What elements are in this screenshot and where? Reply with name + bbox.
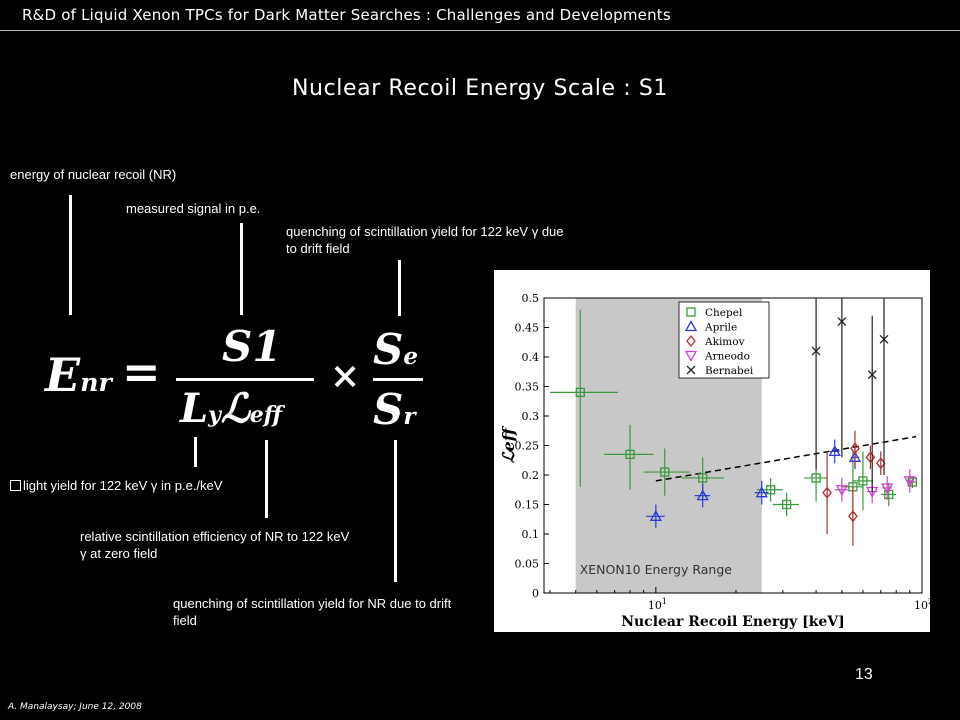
legend-label: Chepel [705,307,743,319]
connector-sr [394,440,397,582]
connector-ly [194,437,197,467]
eq-equals: = [122,345,161,399]
eq-times: × [330,355,361,397]
eq-se-symbol: S [373,325,404,374]
y-tick-label: 0.1 [521,528,539,541]
x-tick-exponent: 1 [661,597,667,606]
header-divider [0,30,960,31]
connector-s1 [240,223,243,315]
eq-ratio-bar [373,378,423,381]
eq-lhs [45,348,112,402]
label-ly-text: light yield for 122 keV γ in p.e./keV [23,478,223,493]
y-tick-label: 0.2 [521,469,539,482]
legend-label: Bernabei [705,365,754,377]
eq-sr-symbol: S [373,385,404,434]
y-tick-label: 0.4 [521,351,539,364]
legend-label: Arneodo [705,350,750,363]
connector-enr [69,195,72,315]
eq-sr-subscript: r [403,403,416,430]
x-tick-exponent: 2 [928,597,934,606]
y-tick-label: 0.35 [514,380,539,394]
checkbox-icon [10,480,21,491]
label-se: quenching of scintillation yield for 122 keV γ due to drift field [286,224,564,256]
y-axis-label: ℒeff [499,428,518,463]
label-enr: energy of nuclear recoil (NR) [10,167,177,182]
y-tick-label: 0.25 [514,439,539,453]
x-axis-label: Nuclear Recoil Energy [keV] [621,614,845,630]
y-tick-label: 0.15 [514,498,539,512]
legend-label: Aprile [705,321,738,334]
y-tick-label: 0.45 [514,321,539,335]
slide-number: 13 [855,666,873,683]
eq-ly-subscript: y [208,402,221,428]
energy-range-label: XENON10 Energy Range [579,562,732,577]
connector-leff [265,440,268,518]
slide-title: Nuclear Recoil Energy Scale : S1 [291,76,669,101]
label-ly [10,477,250,494]
x-tick-label: $10^2$ [914,597,934,612]
eq-se-subscript: e [403,343,419,370]
eq-lhs-subscript: nr [80,367,112,397]
leff-chart [494,270,934,632]
y-tick-label: 0 [532,587,539,600]
connector-se [398,260,401,316]
label-sr: quenching of scintillation yield for NR due to drift field [173,596,452,628]
eq-fraction-bar [176,378,314,381]
eq-lhs-symbol: E [45,348,81,402]
presentation-header: R&D of Liquid Xenon TPCs for Dark Matter Searches : Challenges and Developments [22,6,671,24]
eq-numerator: S1 [222,322,282,371]
label-s1: measured signal in p.e. [126,201,261,216]
eq-sr [373,385,416,434]
label-leff: relative scintillation efficiency of NR to 122 keV γ at zero field [80,529,350,561]
x-tick-label: $10^1$ [647,597,667,612]
eq-se [373,325,418,374]
eq-ly-symbol: L [180,385,209,432]
eq-denominator [180,385,282,432]
leff-plot [494,270,934,632]
footer-author-date: A. Manalaysay; June 12, 2008 [8,702,142,712]
eq-leff-symbol: ℒ [220,385,250,432]
eq-leff-subscript: eff [249,402,282,428]
y-tick-label: 0.5 [521,292,539,305]
y-tick-label: 0.05 [514,557,539,571]
y-tick-label: 0.3 [521,410,539,423]
legend-label: Akimov [705,336,745,348]
